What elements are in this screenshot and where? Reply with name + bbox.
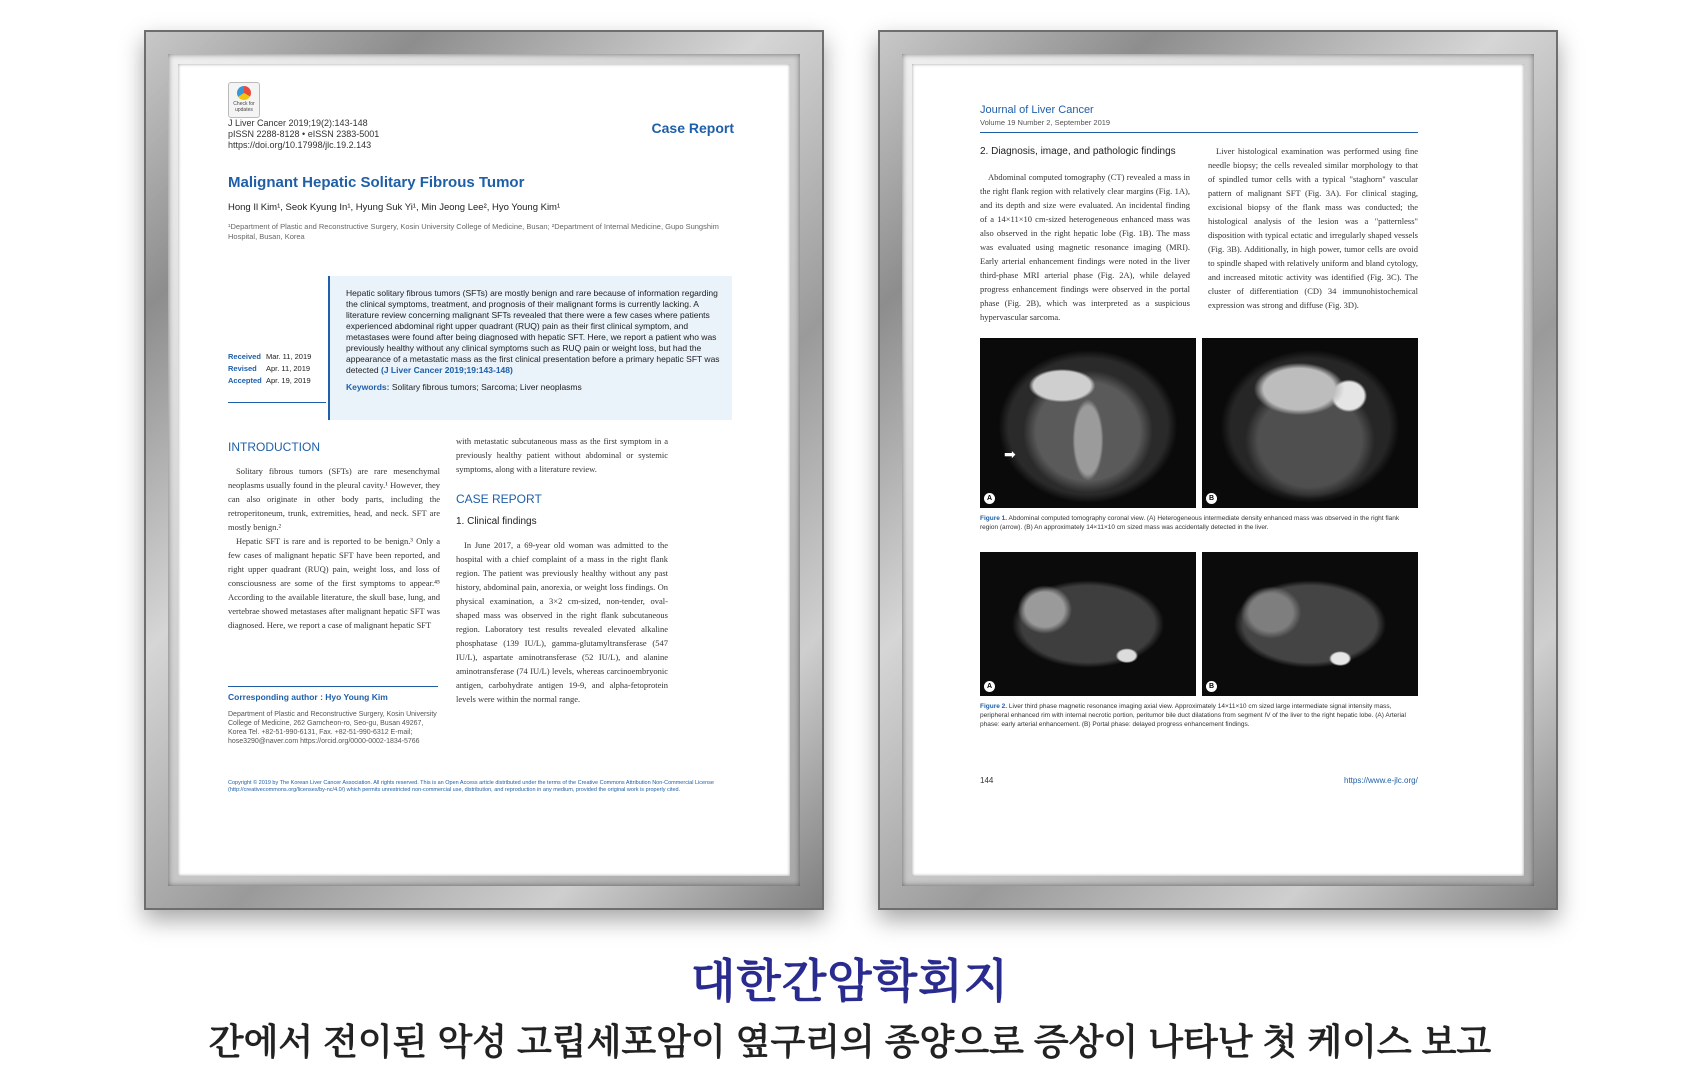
corresponding-divider (228, 686, 438, 687)
figure-2-images (980, 552, 1418, 696)
figure-2-caption (980, 702, 1418, 729)
korean-title: 대한간암학회지 (690, 955, 1010, 1007)
left-picture-frame (144, 30, 824, 910)
figure-1a-ct-image (980, 338, 1196, 508)
figure-2b-mri-image (1202, 552, 1418, 696)
abstract-box (328, 276, 732, 420)
journal-volume: Volume 19 Number 2, September 2019 (980, 118, 1111, 127)
clinical-paragraph: In June 2017, a 69-year old woman was admitted to the hospital with a chief complaint of a mass in the right flank region. The patient was previously healthy without any past history, abdominal pain, anorexia, or weight loss findings. On physical examination, a 3×2 cm-sized, non-tender, oval-shaped mass was observed in the right flank subcutaneous region. Laboratory test results revealed elevated alkaline phosphatase (139 IU/L), gamma-glutamyltransferase (547 IU/L), aspartate aminotransferase (52 IU/L), and alanine aminotransferase (74 IU/L) levels, whereas carcinoembryonic antigen, carbohydrate antigen 19-9, and alpha-fetoprotein levels were within the normal range. (456, 540, 668, 704)
dates-divider (228, 402, 326, 403)
introduction-heading: INTRODUCTION (228, 440, 320, 454)
citation: J Liver Cancer 2019;19(2):143-148 (228, 118, 368, 128)
right-picture-frame (878, 30, 1558, 910)
diagnosis-right-column (1208, 144, 1418, 312)
clinical-findings-text (456, 538, 668, 706)
figure-1-images (980, 338, 1418, 508)
affiliations: ¹Department of Plastic and Reconstructive Surgery, Kosin University College of Medicine, Busan; ²Department of Internal Medicine, Gupo Sungshim Hospital, Busan, Korea (228, 222, 719, 241)
keywords (346, 382, 720, 393)
intro-continuation: with metastatic subcutaneous mass as the first symptom in a previously healthy patient without abdominal or systemic symptoms, along with a literature review. (456, 436, 668, 474)
arrow-icon: ➡ (1004, 446, 1016, 462)
introduction-text (228, 464, 440, 632)
journal-name: Journal of Liver Cancer (980, 104, 1094, 116)
left-frame-mat (168, 54, 800, 886)
figure-1-caption-text: Abdominal computed tomography coronal view. (A) Heterogeneous intermediate density enhanced mass was observed in the right flank region (arrow). (B) An approximately 14×11×10 cm sized mass was accidentally detected in the liver. (980, 515, 1400, 531)
copyright-notice: Copyright © 2019 by The Korean Liver Cancer Association. All rights reserved. This is an Open Access article distributed under the terms of the Creative Commons Attribution Non-Commercial License (http://creativecommons.org/licenses/by-nc/4.0/) which permits unrestricted non-commercial use, distribution, and reproduction in any medium, provided the original work is properly cited. (228, 780, 714, 793)
check-badge-label: Check for updates (233, 101, 255, 113)
figure-2a-letter: A (984, 681, 995, 692)
right-column-text (456, 434, 668, 476)
figure-1-label: Figure 1. (980, 515, 1008, 522)
left-paper-page (178, 64, 790, 876)
case-report-heading: CASE REPORT (456, 492, 542, 506)
abstract-text: Hepatic solitary fibrous tumors (SFTs) are mostly benign and rare because of information regarding the clinical symptoms, treatment, and prognosis of their malignant forms is currently lacking. A literature review concerning malignant SFTs revealed that there were a few cases where patients experienced abdominal right upper quadrant (RUQ) pain as their first clinical symptom, and metastases were found after being diagnosed with hepatic SFT. Here, we report a patient who was previously healthy without any clinical symptoms such as RUQ pain or weight loss, but had the appearance of a metastatic mass as the first clinical presentation before a primary hepatic SFT was detected (346, 288, 720, 375)
figure-1-caption (980, 514, 1418, 532)
right-frame-mat (902, 54, 1534, 886)
figure-2a-mri-image (980, 552, 1196, 696)
corresponding-details: Department of Plastic and Reconstructive Surgery, Kosin University College of Medicine, 262 Gamcheon-ro, Seo-gu, Busan 49267, Korea Tel. +82-51-990-6131, Fax. +82-51-990-6312 E-mail; hose3290@naver.com https://orcid.org/0000-0002-1834-5766 (228, 711, 437, 745)
page-number: 144 (980, 776, 994, 785)
article-dates (228, 351, 311, 387)
article-title: Malignant Hepatic Solitary Fibrous Tumor (228, 174, 525, 191)
figure-2b-letter: B (1206, 681, 1217, 692)
abstract-citation: (J Liver Cancer 2019;19:143-148) (381, 365, 513, 375)
authors: Hong Il Kim¹, Seok Kyung In¹, Hyung Suk Yi¹, Min Jeong Lee², Hyo Young Kim¹ (228, 202, 561, 213)
diagnosis-left-column (980, 170, 1190, 324)
figure-1b-letter: B (1206, 493, 1217, 504)
corresponding-author: Corresponding author : Hyo Young Kim (228, 692, 388, 702)
keywords-label: Keywords: (346, 382, 390, 392)
keywords-value: Solitary fibrous tumors; Sarcoma; Liver neoplasms (391, 382, 582, 392)
intro-paragraph-2: Hepatic SFT is rare and is reported to be benign.³ Only a few cases of malignant hepatic SFT have been reported, and right upper quadrant (RUQ) pain, weight loss, and loss of consciousness are some of the first symptoms to appear.⁴⁵ According to the available literature, the skull base, lung, and vertebrae showed metastases after malignant hepatic SFT was diagnosed. Here, we report a case of malignant hepatic SFT (228, 536, 440, 630)
histology-paragraph: Liver histological examination was performed using fine needle biopsy; the cells revealed similar morphology to that of spindled tumor cells with a typical "staghorn" vascular pattern of malignant SFT (Fig. 3A). For clinical staging, excisional biopsy of the flank mass was conducted; the histological analysis of the lesion was a "patternless" disposition with typical ectatic and irregularly shaped vessels (Fig. 3B). Additionally, in high power, tumor cells are ovoid to spindle shaped with relatively uniform and bland cytology, and increased mitotic activity was identified (Fig. 3C). The cluster of differentiation (CD) 34 immunohistochemical expression was strong and diffuse (Fig. 3D). (1208, 146, 1418, 310)
right-paper-page (912, 64, 1524, 876)
diagnosis-heading: 2. Diagnosis, image, and pathologic findings (980, 146, 1176, 157)
date-revised: Revised Apr. 11, 2019 (228, 364, 311, 373)
article-meta (228, 118, 379, 151)
figure-1b-ct-image (1202, 338, 1418, 508)
header-divider (980, 132, 1418, 133)
article-type-tag: Case Report (651, 120, 734, 136)
journal-url: https://www.e-jlc.org/ (1344, 776, 1418, 785)
diagnosis-paragraph: Abdominal computed tomography (CT) revealed a mass in the right flank region with relatively clear margins (Fig. 1A), and its depth and size were evaluated. An incidental finding of a 14×11×10 cm-sized heterogeneous enhanced mass was also observed in the right hepatic lobe (Fig. 1B). The mass was evaluated using magnetic resonance imaging (MRI). Early arterial enhancement findings were noted in the liver third-phase MRI arterial phase (Fig. 2A), while delayed progress enhancement findings were observed in the portal phase (Fig. 2B), which was interpreted as a suspicious hypervascular sarcoma. (980, 172, 1190, 322)
figure-2-label: Figure 2. (980, 703, 1008, 710)
date-received: Received Mar. 11, 2019 (228, 352, 312, 361)
doi: https://doi.org/10.17998/jlc.19.2.143 (228, 140, 372, 150)
check-for-updates-badge (228, 82, 260, 118)
figure-2-caption-text: Liver third phase magnetic resonance imaging axial view. Approximately 14×11×10 cm sized large intermediate signal intensity mass, peripheral enhanced rim with internal necrotic portion, peritumor bile duct dilatations from segment IV of the liver to the right hepatic lobe. (A) Arterial phase: early arterial enhancement. (B) Portal phase: delayed progress enhancement findings. (980, 703, 1406, 728)
korean-subtitle: 간에서 전이된 악성 고립세포암이 옆구리의 종양으로 증상이 나타난 첫 케이스 보고 (208, 1021, 1492, 1062)
issn: pISSN 2288-8128 • eISSN 2383-5001 (228, 129, 380, 139)
clinical-findings-heading: 1. Clinical findings (456, 516, 537, 527)
date-accepted: Accepted Apr. 19, 2019 (228, 376, 311, 385)
figure-1a-letter: A (984, 493, 995, 504)
crossmark-icon (237, 86, 251, 100)
intro-paragraph-1: Solitary fibrous tumors (SFTs) are rare mesenchymal neoplasms usually found in the pleural cavity.¹ However, they can also originate in other body parts, including the retroperitoneum, trunk, extremities, head, and neck. SFT are mostly benign.² (228, 466, 440, 532)
